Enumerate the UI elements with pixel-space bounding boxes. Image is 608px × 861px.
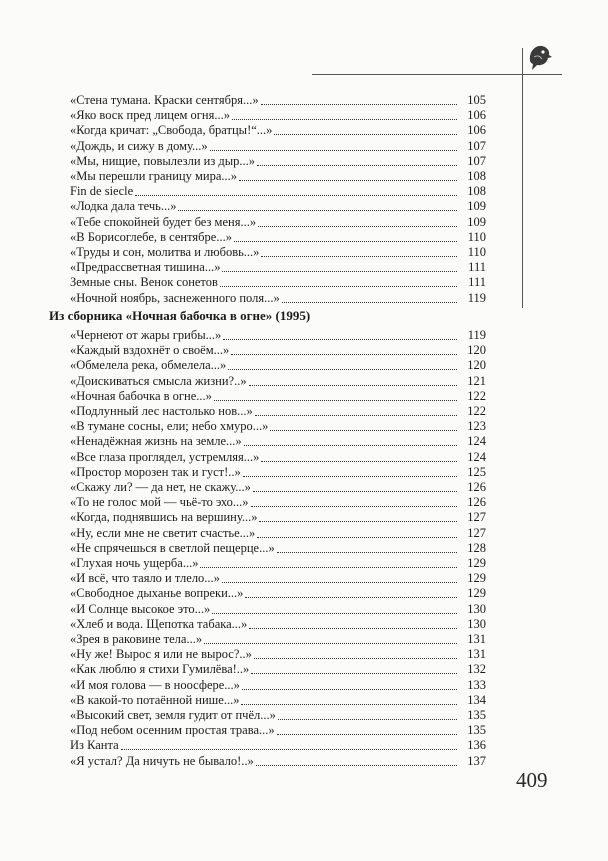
toc-entry-page: 126 <box>467 495 486 510</box>
toc-entry-title: «И Солнце высокое это...» <box>70 601 211 616</box>
toc-entry-page: 132 <box>467 662 486 677</box>
toc-entry-page: 128 <box>467 540 486 555</box>
toc-entry-page: 111 <box>468 260 486 275</box>
toc-entry-title: «И моя голова — в ноосфере...» <box>70 677 240 692</box>
toc-entry-page: 106 <box>467 108 486 123</box>
toc-entry-title: «В какой-то потаённой нише...» <box>70 692 240 707</box>
toc-entry-title: «Каждый вздохнёт о своём...» <box>70 343 230 358</box>
toc-entry-page: 122 <box>467 388 486 403</box>
toc-entry-page: 124 <box>467 449 486 464</box>
toc-entry-title: «Стена тумана. Краски сентября...» <box>70 93 259 107</box>
toc-entry-title: Из Канта <box>70 738 119 753</box>
toc-entry-page: 135 <box>467 723 486 738</box>
toc-entry-title: «Когда, поднявшись на вершину...» <box>70 510 258 525</box>
toc-entry-title: «Труды и сон, молитва и любовь...» <box>70 245 260 259</box>
toc-entry-page: 109 <box>467 199 486 214</box>
toc-entry-title: «Как люблю я стихи Гумилёва!..» <box>70 662 250 677</box>
toc-entry-page: 109 <box>467 214 486 229</box>
toc-entry-page: 127 <box>467 510 486 525</box>
section-heading: Из сборника «Ночная бабочка в огне» (1995) <box>49 308 311 323</box>
toc-entry-page: 121 <box>467 373 486 388</box>
toc-entry-page: 110 <box>467 245 486 259</box>
toc-entry-title: «Обмелела река, обмелела...» <box>70 358 227 373</box>
toc-entry-page: 108 <box>467 169 486 183</box>
toc-entry-page: 131 <box>467 632 486 646</box>
toc-entry-title: «Лодка дала течь...» <box>70 199 177 214</box>
toc-entry-title: «Яко воск пред лицем огня...» <box>70 108 230 123</box>
toc-entry-page: 111 <box>468 275 486 290</box>
page-frame-horizontal-line <box>312 74 562 75</box>
toc-entry-title: «Ну, если мне не светит счастье...» <box>70 525 256 540</box>
toc-entry-page: 130 <box>467 616 486 631</box>
toc-entry-page: 122 <box>467 404 486 418</box>
toc-entry-title: «Простор морозен так и густ!..» <box>70 464 241 479</box>
toc-entry-page: 129 <box>467 586 486 601</box>
bird-ornament-icon <box>526 42 552 72</box>
page-number: 409 <box>516 768 548 792</box>
toc-entry-page: 110 <box>467 229 486 244</box>
toc-entry-page: 136 <box>467 738 486 753</box>
toc-entry-page: 131 <box>467 647 486 662</box>
toc-entry-title: «И всё, что таяло и тлело...» <box>70 571 220 586</box>
toc-entry <box>70 288 486 306</box>
toc-entry-page: 133 <box>467 677 486 692</box>
toc-entry-title: «Хлеб и вода. Щепотка табака...» <box>70 616 248 631</box>
toc-entry-title: «В Борисоглебе, в сентябре...» <box>70 229 232 244</box>
toc-entry-page: 107 <box>467 153 486 168</box>
toc-entry-title: Земные сны. Венок сонетов <box>70 275 218 290</box>
toc-entry-page: 123 <box>467 419 486 434</box>
toc-entry-title: «Под небом осенним простая трава...» <box>70 723 275 738</box>
toc-entry-title: «В тумане сосны, ели; небо хмуро...» <box>70 419 269 434</box>
toc-entry-title: «То не голос мой — чьё-то эхо...» <box>70 495 249 510</box>
toc-entry-title: «Ночная бабочка в огне...» <box>70 388 212 403</box>
toc-entry-title: «Скажу ли? — да нет, не скажу...» <box>70 480 251 494</box>
toc-entry-page: 124 <box>467 434 486 449</box>
toc-entry-page: 105 <box>467 93 486 107</box>
toc-entry-title: «Свободное дыханье вопреки...» <box>70 586 244 601</box>
toc-entry-page: 107 <box>467 138 486 153</box>
toc-entry-title: «Доискиваться смысла жизни?..» <box>70 373 247 388</box>
toc-entry-page: 134 <box>467 692 486 707</box>
toc-entry-page: 137 <box>467 753 486 768</box>
toc-entry-page: 125 <box>467 464 486 479</box>
toc-entry-page: 106 <box>467 123 486 138</box>
toc-entry-title: «Все глаза проглядел, устремляя...» <box>70 449 260 464</box>
toc-entry-page: 108 <box>467 184 486 199</box>
toc-entry <box>70 751 486 769</box>
toc-entry-page: 127 <box>467 525 486 540</box>
toc-entry-title: «Зрея в раковине тела...» <box>70 632 203 646</box>
toc-entry-title: «Мы перешли границу мира...» <box>70 169 237 183</box>
toc-entry-page: 119 <box>467 290 486 305</box>
toc-entry-title: «Дождь, и сижу в дому...» <box>70 138 208 153</box>
toc-entry-page: 119 <box>467 328 486 342</box>
toc-entry-title: «Высокий свет, земля гудит от пчёл...» <box>70 708 276 722</box>
page-frame-vertical-line <box>522 48 523 308</box>
toc-entry-page: 135 <box>467 708 486 722</box>
toc-entry-page: 130 <box>467 601 486 616</box>
dot-leader <box>256 765 457 766</box>
toc-entry-title: «Подлунный лес настолько нов...» <box>70 404 253 418</box>
toc-entry-page: 129 <box>467 556 486 570</box>
toc-entry-title: «Глухая ночь ущерба...» <box>70 556 199 570</box>
toc-entry-page: 129 <box>467 571 486 586</box>
dot-leader <box>282 302 457 303</box>
toc-entry-title: Fin de siecle <box>70 184 134 199</box>
toc-entry-title: «Когда кричат: „Свобода, братцы!“...» <box>70 123 273 138</box>
toc-entry-title: «Предрассветная тишина...» <box>70 260 221 275</box>
toc-entry-title: «Чернеют от жары грибы...» <box>70 328 222 342</box>
toc-entry-title: «Ночной ноябрь, заснеженного поля...» <box>70 290 280 305</box>
toc-entry-title: «Я устал? Да ничуть не бывало!..» <box>70 753 254 768</box>
toc-entry-title: «Ненадёжная жизнь на земле...» <box>70 434 242 449</box>
toc-entry-title: «Не спрячешься в светлой пещерце...» <box>70 540 275 555</box>
toc-entry-title: «Ну же! Вырос я или не вырос?..» <box>70 647 252 662</box>
toc-entry-page: 120 <box>467 358 486 373</box>
toc-entry-page: 126 <box>467 480 486 494</box>
toc-entry-title: «Мы, нищие, повылезли из дыр...» <box>70 153 256 168</box>
toc-entry-page: 120 <box>467 343 486 358</box>
toc-entry-title: «Тебе спокойней будет без меня...» <box>70 214 257 229</box>
